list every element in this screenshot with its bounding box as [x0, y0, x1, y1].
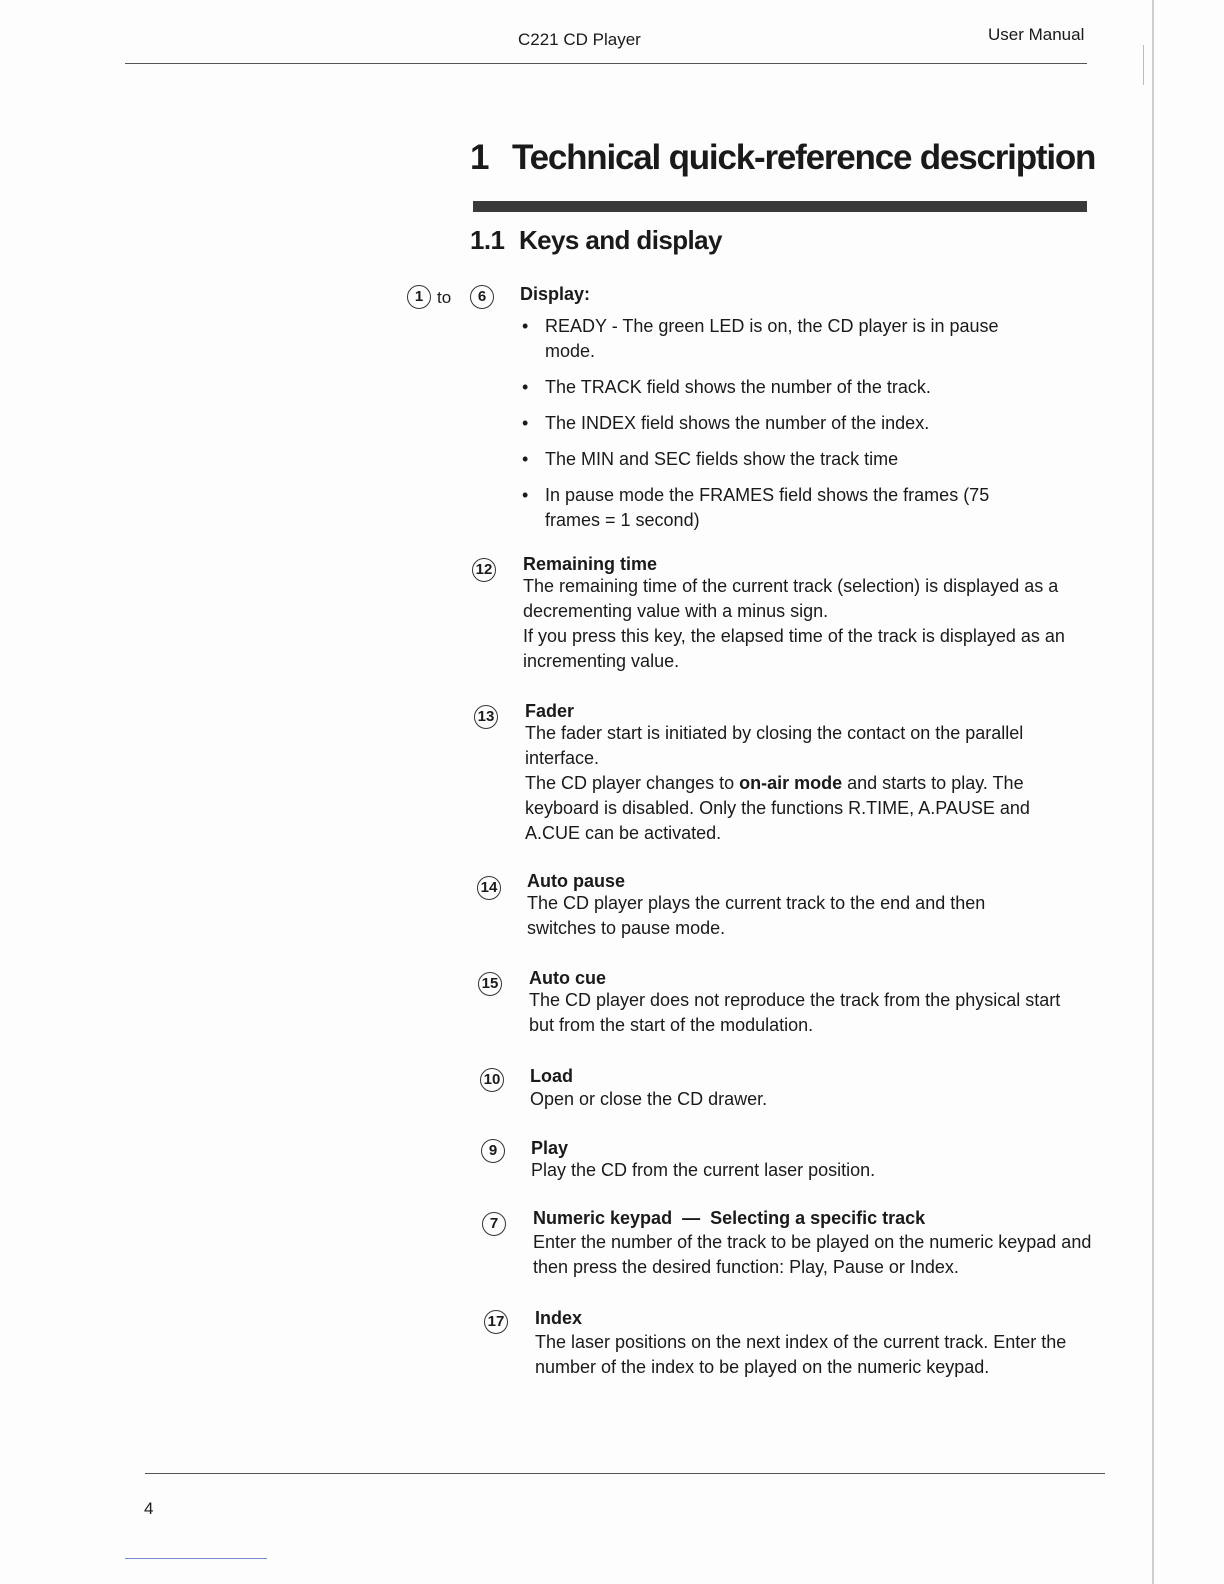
display-bullet-frames: • In pause mode the FRAMES field shows the frames (75 frames = 1 second): [520, 483, 990, 533]
chapter-title: Technical quick-reference description: [512, 138, 1096, 177]
page-number: 4: [144, 1499, 154, 1518]
remaining-time-p1: The remaining time of the current track (selection) is displayed as a decrementing value with a minus sign.: [523, 576, 1059, 621]
marker-load: 10: [480, 1068, 504, 1092]
auto-cue-description: The CD player does not reproduce the track from the physical start but from the start of the modulation.: [529, 990, 1061, 1035]
scan-edge: [1152, 0, 1154, 1584]
numeric-keypad-title: Numeric keypad — Selecting a specific track: [533, 1208, 926, 1228]
marker-fader: 13: [474, 705, 498, 729]
footer-divider: [145, 1473, 1105, 1474]
marker-auto-pause: 14: [477, 876, 501, 900]
marker-play: 9: [481, 1139, 505, 1163]
play-description: Play the CD from the current laser position.: [531, 1160, 876, 1180]
header-divider: [125, 63, 1087, 64]
scan-edge-mark: [1143, 45, 1144, 85]
index-description: The laser positions on the next index of the current track. Enter the number of the index to be played on the numeric keypad.: [535, 1332, 1067, 1377]
fader-description: [525, 721, 1070, 846]
index-title: Index: [535, 1308, 583, 1328]
display-title: Display:: [520, 284, 591, 304]
section-number: 1.1: [470, 225, 505, 255]
auto-pause-title: Auto pause: [527, 871, 626, 891]
remaining-time-p2: If you press this key, the elapsed time of the track is displayed as an incrementing value.: [523, 626, 1065, 671]
marker-auto-cue: 15: [478, 972, 502, 996]
remaining-time-description: [523, 574, 1085, 674]
marker-numeric-keypad: 7: [482, 1212, 506, 1236]
marker-range-label: to: [437, 288, 452, 307]
fader-title: Fader: [525, 701, 575, 721]
fader-p2-after: and starts to play. The keyboard is disabled. Only the functions R.TIME, A.PAUSE and A.CUE can be activated.: [525, 773, 1030, 843]
marker-index: 17: [484, 1310, 508, 1334]
fader-p1: The fader start is initiated by closing the contact on the parallel interface.: [525, 723, 1024, 768]
load-description: Open or close the CD drawer.: [530, 1089, 768, 1109]
chapter-number: 1: [470, 138, 489, 177]
display-bullet-index: • The INDEX field shows the number of the index.: [520, 411, 1040, 436]
fader-p2: [525, 771, 1070, 846]
display-bullet-ready: • READY - The green LED is on, the CD player is in pause mode.: [520, 314, 1040, 364]
fader-on-air-mode: on-air mode: [739, 773, 843, 793]
fader-p2-before: The CD player changes to: [525, 773, 740, 793]
header-document-title: C221 CD Player: [518, 30, 641, 49]
section-title: Keys and display: [519, 225, 722, 255]
chapter-heading: [470, 138, 1095, 178]
marker-display-from: 1: [407, 285, 431, 309]
numeric-keypad-description: Enter the number of the track to be played on the numeric keypad and then press the desired function: Play, Pause or Index.: [533, 1232, 1092, 1277]
display-bullet-track: • The TRACK field shows the number of the track.: [520, 375, 1040, 400]
display-bullet-min-sec: • The MIN and SEC fields show the track time: [520, 447, 1040, 472]
header-manual-label: User Manual: [988, 25, 1085, 44]
load-title: Load: [530, 1066, 573, 1086]
auto-cue-title: Auto cue: [529, 968, 607, 988]
display-bullet-list: [520, 314, 1040, 544]
chapter-title-bar: [473, 201, 1087, 212]
play-title: Play: [531, 1138, 569, 1158]
auto-pause-description: The CD player plays the current track to the end and then switches to pause mode.: [527, 893, 986, 938]
footer-underline: [125, 1558, 267, 1559]
marker-display-to: 6: [470, 285, 494, 309]
section-heading: [470, 225, 722, 256]
marker-remaining-time: 12: [472, 558, 496, 582]
remaining-time-title: Remaining time: [523, 554, 658, 574]
